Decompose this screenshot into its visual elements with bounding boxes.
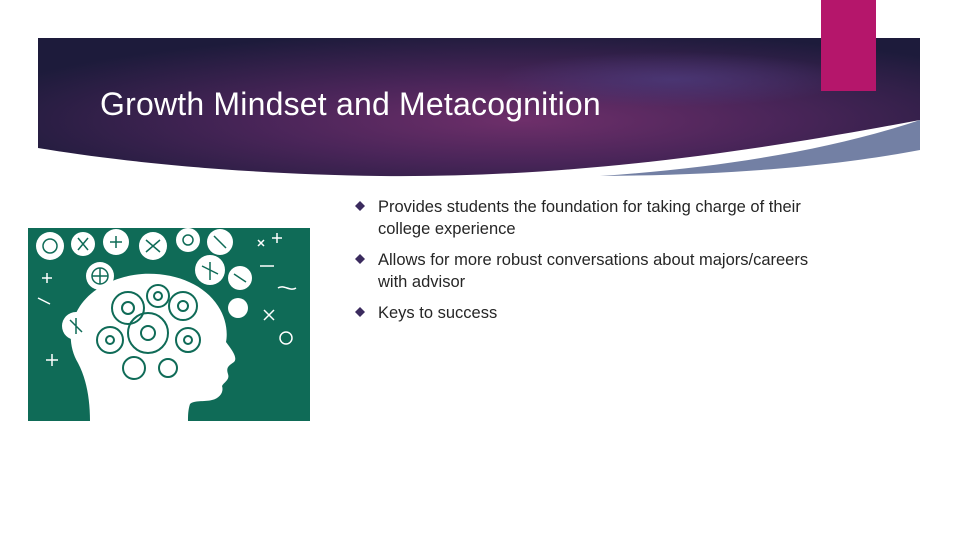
- bullet-text: Keys to success: [378, 304, 498, 322]
- diamond-bullet-icon: [355, 307, 365, 317]
- slide-title: Growth Mindset and Metacognition: [100, 86, 601, 122]
- bullet-text: Allows for more robust conversations about majors/careers with advisor: [378, 251, 809, 291]
- accent-bar: [821, 0, 876, 91]
- list-item: [350, 196, 810, 240]
- bullet-text: Provides students the foundation for taking charge of their college experience: [378, 198, 801, 238]
- list-item: [350, 302, 810, 324]
- list-item: [350, 249, 810, 293]
- bullet-list: [350, 196, 810, 333]
- diamond-bullet-icon: [355, 201, 365, 211]
- diamond-bullet-icon: [355, 254, 365, 264]
- brain-gears-head-illustration: [28, 228, 310, 421]
